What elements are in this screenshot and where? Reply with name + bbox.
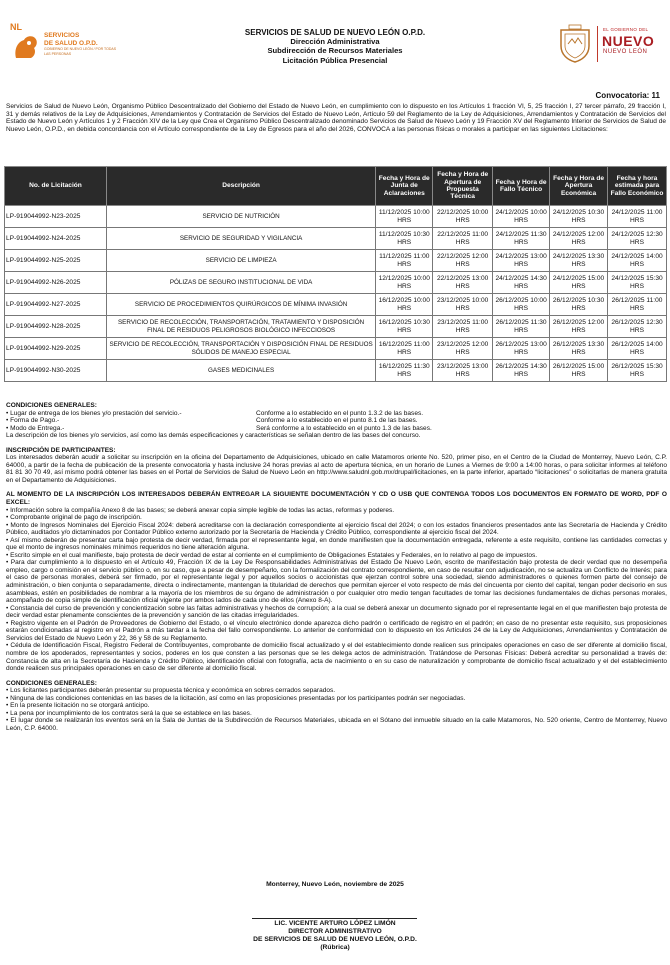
cell-licitacion: LP-919044992-N24-2025	[5, 228, 107, 250]
col-header: Fecha y Hora de Junta de Aclaraciones	[376, 167, 433, 206]
condicion-item	[6, 410, 667, 418]
cell-fecha: 24/12/2025 11:00 HRS	[608, 206, 667, 228]
cell-licitacion: LP-919044992-N23-2025	[5, 206, 107, 228]
cell-descripcion: SERVICIO DE LIMPIEZA	[106, 250, 375, 272]
signer-title: DIRECTOR ADMINISTRATIVO	[288, 928, 382, 935]
brand-line-2: DE SALUD O.P.D.	[44, 39, 98, 47]
table-row	[5, 294, 667, 316]
condicion-item	[6, 425, 667, 433]
cell-fecha: 26/12/2025 15:00 HRS	[550, 360, 608, 382]
cell-fecha: 24/12/2025 13:30 HRS	[550, 250, 608, 272]
condicion-label: • Lugar de entrega de los bienes y/o prestación del servicio.-	[6, 409, 182, 417]
cell-descripcion: SERVICIO DE RECOLECCIÓN, TRANSPORTACIÓN, TRATAMIENTO Y DISPOSICIÓN FINAL DE RESIDUOS PELIGROSOS BIOLÓGICO INFECCIOSOS	[106, 316, 375, 338]
header	[0, 0, 670, 80]
documentacion-item: • Monto de Ingresos Nominales del Ejercicio Fiscal 2024: deberá acreditarse con la declaración correspondiente al ejercicio fiscal del 2024; o con los estados financieros presentados ante las Secretaría de Hacienda y Crédito Público, auditados y/o dictaminados por Contador Público externo autorizado por la Secretaría de Hacienda y Crédito Público, correspondiente al ejercicio fiscal del 2024.	[6, 521, 667, 537]
condicion-2-item: • El lugar donde se realizarán los eventos será en la Sala de Juntas de la Subdirección de Recursos Materiales, ubicada en el Sótano del inmueble situado en la calle Matamoros, No. 520 oriente, Centro de Monterrey, Nuevo León, C.P. 64000.	[6, 717, 667, 732]
cell-licitacion: LP-919044992-N25-2025	[5, 250, 107, 272]
table-header-row	[5, 167, 667, 206]
cell-fecha: 24/12/2025 11:30 HRS	[493, 228, 550, 250]
direction-title: Dirección Administrativa	[290, 37, 380, 47]
brand-sub: GOBIERNO DE NUEVO LEÓN / POR TODAS LAS PERSONAS	[44, 47, 117, 56]
signer-name: LIC. VICENTE ARTURO LÓPEZ LIMÓN	[274, 920, 396, 927]
city-date: Monterrey, Nuevo León, noviembre de 2025	[266, 881, 404, 888]
body-sections	[6, 402, 667, 732]
coat-of-arms-icon	[557, 24, 593, 64]
condicion-2-item: • En la presente licitación no se otorgará anticipo.	[6, 702, 150, 710]
cell-fecha: 24/12/2025 12:00 HRS	[550, 228, 608, 250]
convocatoria-number: Convocatoria: 11	[595, 91, 660, 100]
table-row	[5, 206, 667, 228]
cell-fecha: 23/12/2025 10:00 HRS	[433, 294, 493, 316]
cell-licitacion: LP-919044992-N29-2025	[5, 338, 107, 360]
condicion-value: Conforme a lo establecido en el punto 8.1 de las bases.	[256, 417, 418, 425]
cell-fecha: 16/12/2025 10:00 HRS	[376, 294, 433, 316]
cell-fecha: 22/12/2025 12:00 HRS	[433, 250, 493, 272]
cell-licitacion: LP-919044992-N28-2025	[5, 316, 107, 338]
cell-fecha: 23/12/2025 12:00 HRS	[433, 338, 493, 360]
cell-fecha: 26/12/2025 13:00 HRS	[493, 338, 550, 360]
table-row	[5, 338, 667, 360]
cell-fecha: 26/12/2025 11:00 HRS	[608, 294, 667, 316]
documentacion-item: • Escrito simple en el cual manifieste, bajo protesta de decir verdad de estar al corriente en el cumplimiento de Obligaciones Estatales y Federales, en lo relativo al pago de impuestos.	[6, 551, 538, 559]
brand-text	[44, 32, 122, 56]
inscripcion-title: INSCRIPCIÓN DE PARTICIPANTES:	[6, 446, 116, 454]
cell-fecha: 26/12/2025 10:30 HRS	[550, 294, 608, 316]
cell-descripcion: SERVICIO DE RECOLECCIÓN, TRANSPORTACIÓN Y DISPOSICIÓN FINAL DE RESIDUOS SÓLIDOS DE MANEJO ESPECIAL	[106, 338, 375, 360]
cell-fecha: 26/12/2025 14:00 HRS	[608, 338, 667, 360]
cell-licitacion: LP-919044992-N30-2025	[5, 360, 107, 382]
gobierno-nuevo-leon-logo	[557, 22, 662, 66]
cell-descripcion: SERVICIO DE SEGURIDAD Y VIGILANCIA	[106, 228, 375, 250]
signature-block	[0, 920, 670, 952]
cell-fecha: 24/12/2025 14:30 HRS	[493, 272, 550, 294]
brand-line-1: SERVICIOS	[44, 32, 80, 39]
cell-fecha: 23/12/2025 13:00 HRS	[433, 360, 493, 382]
table-row	[5, 272, 667, 294]
inscripcion-text: Los interesados deberán acudir a solicitar su inscripción en la oficina del Departamento de Adquisiciones, ubicado en calle Matamoros oriente No. 520, primer piso, en el Centro de la Ciudad de Monterrey, Nuevo León, C.P. 64000, a partir de la fecha de publicación de la presente convocatoria y hasta inclusive 24 horas previas al acto de apertura técnica, en un horario de Lunes a Viernes de 9:00 a 14:00 horas, o para solicitar informes al teléfono 81 81 30 70 49, así mismo podrá obtener las bases en el Portal de Servicios de Salud de Nuevo León en http://www.saludnl.gob.mx/drupal/licitaciones, en la parte inferior, apartado “licitaciones” o solicitarlas de manera gratuita en el Departamento de Adquisiciones.	[6, 454, 667, 484]
cell-fecha: 26/12/2025 13:30 HRS	[550, 338, 608, 360]
cell-fecha: 23/12/2025 11:00 HRS	[433, 316, 493, 338]
cell-fecha: 22/12/2025 10:00 HRS	[433, 206, 493, 228]
licitaciones-table	[4, 166, 667, 382]
cell-fecha: 26/12/2025 15:30 HRS	[608, 360, 667, 382]
cell-fecha: 22/12/2025 13:00 HRS	[433, 272, 493, 294]
documentacion-item: • Comprobante original de pago de inscripción.	[6, 514, 142, 522]
condiciones-note: La descripción de los bienes y/o servicios, así como las demás especificaciones y características se señalan dentro de las bases del concurso.	[6, 432, 421, 440]
condicion-2-item: • Los licitantes participantes deberán presentar su propuesta técnica y económica en sobres cerrados separados.	[6, 687, 336, 695]
lion-emblem-icon	[12, 32, 40, 62]
nl-mark: NL	[10, 22, 22, 32]
rubrica: (Rúbrica)	[320, 944, 350, 951]
cell-descripcion: SERVICIO DE NUTRICIÓN	[106, 206, 375, 228]
cell-fecha: 22/12/2025 11:00 HRS	[433, 228, 493, 250]
cell-fecha: 24/12/2025 15:30 HRS	[608, 272, 667, 294]
cell-licitacion: LP-919044992-N27-2025	[5, 294, 107, 316]
condicion-label: • Modo de Entrega.-	[6, 424, 65, 432]
cell-fecha: 16/12/2025 11:00 HRS	[376, 338, 433, 360]
intro-paragraph: Servicios de Salud de Nuevo León, Organismo Público Descentralizado del Gobierno del Estado de Nuevo León, en cumplimiento con lo dispuesto en los Artículos 1 fracción VI, 5, 25 fracción I, 27 tercer párrafo, 29 fracción I, 31 y demás relativos de la Ley de Adquisiciones, Arrendamientos y Contratación de Servicios del Estado de Nuevo León, Artículo 59 del Reglamento de la Ley de Adquisiciones, Arrendamientos y Contratación de Servicios del Estado de Nuevo León y Artículos 1 y 2 Fracción XIV de la Ley que Crea el Organismo Público Descentralizado denominado Servicios de Salud de Nuevo León y 19 Fracción XV del Reglamento Interior de Servicios de Salud de Nuevo León, O.P.D., en debida concordancia con el Artículo correspondiente de la Ley de Egresos para el año del 2026, CONVOCA a las personas físicas o morales a participar en las siguientes Licitaciones:	[6, 103, 666, 133]
signature-line	[252, 918, 417, 919]
condiciones-generales-2-title: CONDICIONES GENERALES:	[6, 679, 97, 687]
cell-fecha: 12/12/2025 10:00 HRS	[376, 272, 433, 294]
header-titles	[170, 28, 500, 65]
col-header: Fecha y Hora de Apertura de Propuesta Técnica	[433, 167, 493, 206]
cell-fecha: 11/12/2025 11:00 HRS	[376, 250, 433, 272]
cell-fecha: 24/12/2025 10:30 HRS	[550, 206, 608, 228]
condicion-2-item: • Ninguna de las condiciones contenidas en las bases de la licitación, así como en las proposiciones presentadas por los participantes podrán ser negociadas.	[6, 694, 466, 702]
col-header: Fecha y Hora de Apertura Económica	[550, 167, 608, 206]
cell-descripcion: SERVICIO DE PROCEDIMIENTOS QUIRÚRGICOS DE MÍNIMA INVASIÓN	[106, 294, 375, 316]
col-header: Fecha y Hora de Fallo Técnico	[493, 167, 550, 206]
cell-fecha: 26/12/2025 12:00 HRS	[550, 316, 608, 338]
logo-separator	[597, 26, 598, 62]
documentacion-title: AL MOMENTO DE LA INSCRIPCIÓN LOS INTERESADOS DEBERÁN ENTREGAR LA SIGUIENTE DOCUMENTACIÓN Y CD O USB QUE CONTENGA TODOS LOS DOCUMENTOS EN FORMATO DE WORD, PDF O EXCEL:	[6, 491, 667, 507]
cell-licitacion: LP-919044992-N26-2025	[5, 272, 107, 294]
cell-fecha: 11/12/2025 10:00 HRS	[376, 206, 433, 228]
table-row	[5, 250, 667, 272]
cell-fecha: 16/12/2025 10:30 HRS	[376, 316, 433, 338]
table-row	[5, 360, 667, 382]
condiciones-generales-title: CONDICIONES GENERALES:	[6, 402, 97, 409]
condicion-value: Será conforme a lo establecido en el punto 1.3 de las bases.	[256, 424, 432, 432]
cell-descripcion: GASES MEDICINALES	[106, 360, 375, 382]
col-header: Descripción	[106, 167, 375, 206]
cell-fecha: 26/12/2025 10:00 HRS	[493, 294, 550, 316]
condicion-item	[6, 417, 667, 425]
logo-right-text-2: NUEVO	[602, 33, 655, 49]
col-header: No. de Licitación	[5, 167, 107, 206]
cell-fecha: 24/12/2025 10:00 HRS	[493, 206, 550, 228]
documentacion-item: • Para dar cumplimiento a lo dispuesto en el Artículo 49, Fracción IX de la Ley De Responsabilidades Administrativas del Estado De Nuevo León, escrito de manifestación bajo protesta de decir verdad que no desempeña empleo, cargo o comisión en el servicio público o, en su caso, que a pesar de desempeñarlo, con la formalización del contrato correspondiente, en caso de resultar con adjudicación, no se actualiza un Conflicto de Interés; para el caso de personas morales, deberá ser firmado, por el representante legal y por aquellos socios o accionistas que ejerzan control sobre una sociedad, siendo administradores o quienes formen parte del consejo de administración, o bien conjunta o separadamente, directa o indirectamente, mantengan la titularidad de derechos que permitan ejercer el voto respecto de más del cincuenta por ciento del capital, tengan poder decisorio en sus asambleas, estén en posibilidades de nombrar a la mayoría de los miembros de su órgano de administración o por cualquier otro medio tengan facultades de tomar las decisiones fundamentales de dichas personas morales, acompañado de copia simple de identificación oficial vigente por ambos lados de cada uno de ellos (Anexo 8-A).	[6, 559, 667, 605]
subdirection-title: Subdirección de Recursos Materiales	[267, 46, 403, 56]
cell-fecha: 24/12/2025 15:00 HRS	[550, 272, 608, 294]
cell-fecha: 24/12/2025 14:00 HRS	[608, 250, 667, 272]
documentacion-item: • Así mismo deberán de presentar carta bajo protesta de decir verdad, firmada por el representante legal, en donde manifiesten que la documentación entregada, referente a este requisito, contiene las cantidades correctas y que el monto de ingresos nominales mínimos requeridos no tiene alteración alguna.	[6, 536, 667, 552]
cell-fecha: 24/12/2025 13:00 HRS	[493, 250, 550, 272]
documentacion-item: • Cédula de Identificación Fiscal, Registro Federal de Contribuyentes, comprobante de domicilio fiscal actualizado y el del establecimiento donde realicen sus principales operaciones en caso de ser diferente al domicilio fiscal, nombre de los apoderados, representantes y socios, poderes en los que consten a las personas que se les delega actos de administración. Tratándose de Personas Físicas: Deberá acreditar su personalidad a través de: Constancia de alta en la Secretaría de Hacienda y Crédito Público, identificación oficial con fotografía, acta de nacimiento o en su caso de naturalización y comprobante de domicilio fiscal actualizado y el del establecimiento donde realicen sus principales operaciones en caso de ser diferente al domicilio fiscal.	[6, 642, 667, 673]
licitacion-title: Licitación Pública Presencial	[282, 55, 388, 65]
condicion-2-item: • La pena por incumplimiento de los contratos será la que se establece en las bases.	[6, 709, 252, 717]
documentacion-item: • Registro vigente en el Padrón de Proveedores de Gobierno del Estado, o el vínculo electrónico donde aparezca dicho padrón o certificado de registro en el padrón; en caso de no presentar este requisito, sus proposiciones estarán condicionadas al registro en el Padrón a más tardar a la fecha del fallo correspondiente. Lo anterior de conformidad con lo dispuesto en los Artículos 24 de la Ley de Adquisiciones, Arrendamientos y Contratación de Servicios del Estado de Nuevo León y 22, 36 y 58 de su Reglamento.	[6, 619, 667, 642]
signer-org: DE SERVICIOS DE SALUD DE NUEVO LEÓN, O.P.D.	[253, 936, 417, 943]
cell-fecha: 26/12/2025 11:30 HRS	[493, 316, 550, 338]
servicios-salud-logo	[10, 22, 120, 66]
documentacion-item: • Constancia del curso de prevención y concientización sobre las faltas administrativas y hechos de corrupción; a la cual se deberá anexar un documento signado por el representante legal en el que manifiesten bajo protesta de decir verdad estar plenamente conscientes de la prevención y sanción de las citadas irregularidades.	[6, 604, 667, 620]
cell-fecha: 26/12/2025 14:30 HRS	[493, 360, 550, 382]
logo-right-text-1: EL GOBIERNO DEL	[603, 27, 649, 32]
condicion-label: • Forma de Pago.-	[6, 417, 60, 425]
documentacion-item: • Información sobre la compañía Anexo 8 de las bases; se deberá anexar copia simple legible de todas las actas, reformas y poderes.	[6, 506, 395, 514]
table-row	[5, 228, 667, 250]
col-header: Fecha y hora estimada para Fallo Económico	[608, 167, 667, 206]
logo-right-text-3: NUEVO LEÓN	[603, 49, 648, 55]
cell-fecha: 24/12/2025 12:30 HRS	[608, 228, 667, 250]
condicion-value: Conforme a lo establecido en el punto 1.3.2 de las bases.	[256, 409, 424, 417]
cell-fecha: 26/12/2025 12:30 HRS	[608, 316, 667, 338]
cell-descripcion: PÓLIZAS DE SEGURO INSTITUCIONAL DE VIDA	[106, 272, 375, 294]
table-row	[5, 316, 667, 338]
cell-fecha: 16/12/2025 11:30 HRS	[376, 360, 433, 382]
cell-fecha: 11/12/2025 10:30 HRS	[376, 228, 433, 250]
org-title: SERVICIOS DE SALUD DE NUEVO LEÓN O.P.D.	[244, 28, 426, 37]
